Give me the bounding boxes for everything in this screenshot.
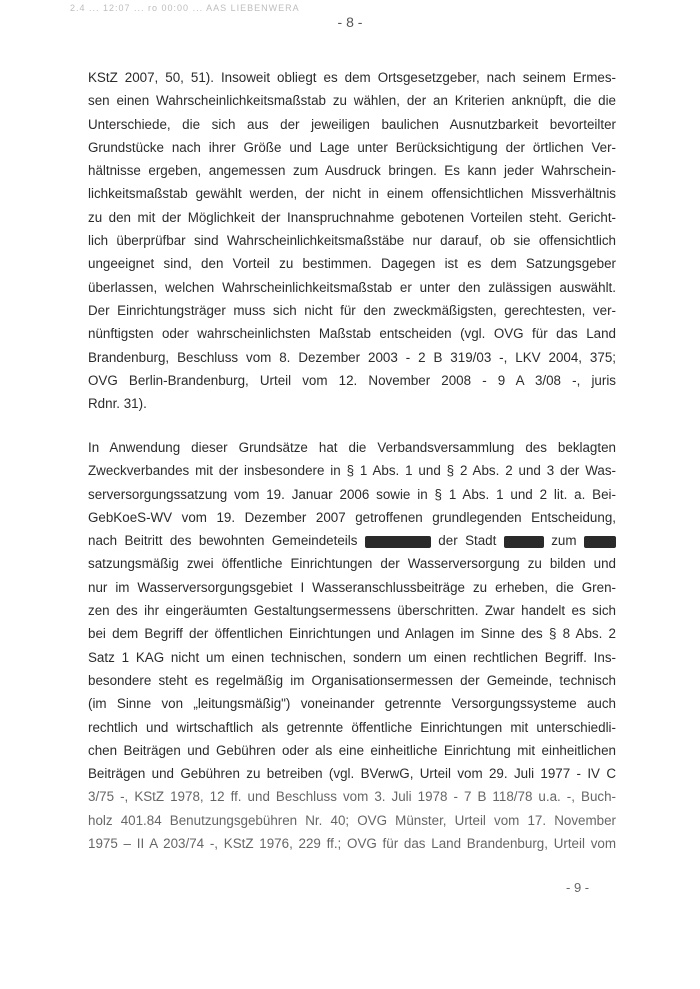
redacted-line-part-c: zum (551, 533, 577, 549)
paragraph-1-line: Der Einrichtungsträger muss sich nicht für den zweckmäßigsten, gerechtesten, ver- (88, 302, 616, 318)
fax-header-line: 2.4 ... 12:07 ... ro 00:00 ... AAS LIEBENWERA (70, 3, 300, 13)
paragraph-1-line: OVG Berlin-Brandenburg, Urteil vom 12. November 2008 - 9 A 3/08 -, juris (88, 372, 616, 388)
paragraph-1-line: Brandenburg, Beschluss vom 8. Dezember 2003 - 2 B 319/03 -, LKV 2004, 375; (88, 349, 616, 365)
paragraph-1-line: zu den mit der Möglichkeit der Inanspruchnahme gebotenen Vorteilen steht. Gericht- (88, 209, 616, 225)
paragraph-1-line: Rdnr. 31). (88, 396, 147, 412)
redacted-line (88, 529, 616, 552)
redacted-line-part-a: nach Beitritt des bewohnten Gemeindeteils (88, 533, 358, 549)
paragraph-2-line: satzungsmäßig zwei öffentliche Einrichtungen der Wasserversorgung zu bilden und (88, 556, 616, 572)
paragraph-2-line: Beiträgen und Gebühren zu betreiben (vgl. BVerwG, Urteil vom 29. Juli 1977 - IV C (88, 766, 616, 782)
paragraph-2-line: bei dem Begriff der öffentlichen Einrichtungen und Anlagen im Sinne des § 8 Abs. 2 (88, 626, 616, 642)
paragraph-2-line: In Anwendung dieser Grundsätze hat die Verbandsversammlung des beklagten (88, 440, 616, 455)
paragraph-1-line: KStZ 2007, 50, 51). Insoweit obliegt es dem Ortsgesetzgeber, nach seinem Ermes- (88, 70, 616, 85)
paragraph-2-line: Zweckverbandes mit der insbesondere in § 1 Abs. 1 und § 2 Abs. 2 und 3 der Was- (88, 463, 616, 479)
paragraph-1-line: nünftigsten oder wahrscheinlichsten Maßstab entscheiden (vgl. OVG für das Land (88, 326, 616, 342)
paragraph-1-line: überlassen, welchen Wahrscheinlichkeitsmaßstab er unter den zulässigen auswählt. (88, 279, 616, 295)
paragraph-1-line: lich überprüfbar sind Wahrscheinlichkeitsmaßstäbe nur darauf, ob sie offensichtlich (88, 233, 616, 249)
paragraph-1-line: hältnisse ergeben, angemessen zum Ausdruck bringen. Es kann jeder Wahrschein- (88, 163, 616, 179)
page-number-top: - 8 - (337, 14, 363, 30)
paragraph-1-line: Unterschiede, die sich aus der jeweiligen baulichen Ausnutzbarkeit bevorteilter (88, 116, 616, 132)
paragraph-1-line: lichkeitsmaßstab gewählt werden, der nicht in einem offensichtlichen Missverhältnis (88, 186, 616, 202)
paragraph-2-line: besondere steht es regelmäßig im Organisationsermessen der Gemeinde, technisch (88, 672, 616, 688)
paragraph-2-line: Satz 1 KAG nicht um einen technischen, sondern um einen rechtlichen Begriff. Ins- (88, 649, 616, 665)
redaction-block (584, 536, 616, 548)
redacted-line-part-b: der Stadt (438, 533, 497, 549)
paragraph-2-line: GebKoeS-WV vom 19. Dezember 2007 getroffenen grundlegenden Entscheidung, (88, 509, 616, 525)
paragraph-2-line: 1975 – II A 203/74 -, KStZ 1976, 229 ff.; OVG für das Land Brandenburg, Urteil vom (88, 836, 616, 852)
paragraph-2-line: rechtlich und wirtschaftlich als getrennte öffentliche Einrichtungen mit unterschiedli- (88, 719, 616, 735)
paragraph-2-line: holz 401.84 Benutzungsgebühren Nr. 40; OVG Münster, Urteil vom 17. November (88, 812, 616, 828)
paragraph-2-line: chen Beiträgen und Gebühren oder als eine einheitliche Einrichtung mit einheitlichen (88, 742, 616, 758)
paragraph-1-line: ungeeignet sind, den Vorteil zu bestimmen. Dagegen ist es dem Satzungsgeber (88, 256, 616, 272)
paragraph-2-line: (im Sinne von „leitungsmäßig") voneinander getrennte Versorgungssysteme auch (88, 696, 616, 712)
paragraph-2-line: nur im Wasserversorgungsgebiet I Wasseranschlussbeiträge zu erheben, die Gren- (88, 579, 616, 595)
redaction-block (365, 536, 431, 548)
redaction-block (504, 536, 544, 548)
paragraph-2-line: zen des ihr eingeräumten Gestaltungsermessens überschritten. Zwar handelt es sich (88, 603, 616, 619)
paragraph-2-line: serversorgungssatzung vom 19. Januar 2006 sowie in § 1 Abs. 1 und 2 lit. a. Bei- (88, 486, 616, 502)
paragraph-1-line: Grundstücke nach ihrer Größe und Lage unter Berücksichtigung der örtlichen Ver- (88, 139, 616, 155)
paragraph-1 (88, 66, 616, 415)
page-number-bottom: - 9 - (566, 880, 590, 895)
paragraph-1-line: sen einen Wahrscheinlichkeitsmaßstab zu wählen, der an Kriterien anknüpft, die die (88, 93, 616, 109)
paragraph-2 (88, 436, 616, 855)
paragraph-2-line: 3/75 -, KStZ 1978, 12 ff. und Beschluss vom 3. Juli 1978 - 7 B 118/78 u.a. -, Buch- (88, 789, 616, 805)
